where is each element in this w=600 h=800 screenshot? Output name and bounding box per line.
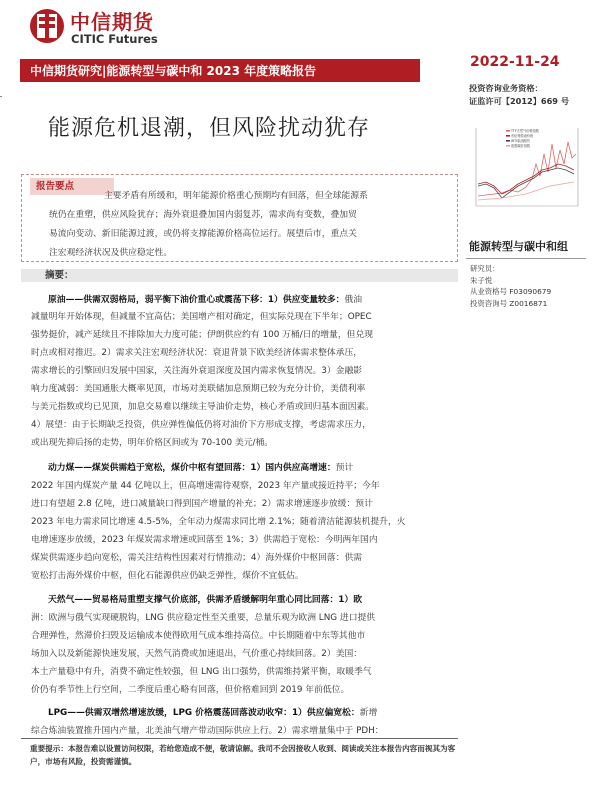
- license-line-2: 证监许可【2012】669 号: [469, 96, 570, 106]
- body-line-text: 与美元指数或均已见顶，加息交易难以继续主导油价走势，核心矛盾或回归基本面因素。: [31, 402, 375, 412]
- brand-name-cn: 中信期货: [70, 10, 154, 34]
- key-point-line: 统仍在重塑，供应风险犹存；海外衰退叠加国内弱复苏，需求尚有变数，叠加贸: [49, 210, 357, 220]
- body-line: [31, 550, 362, 563]
- analyst-name: 朱子悦: [470, 275, 493, 285]
- body-line: [31, 610, 375, 623]
- body-line: [31, 514, 406, 527]
- report-series-banner: 中信期货研究|能源转型与碳中和 2023 年度策略报告: [20, 60, 420, 82]
- body-line: [31, 682, 349, 695]
- body-line: [48, 460, 353, 473]
- key-point-line: 易流向变动、新旧能源过渡，或仍将支撑能源价格高位运行。展望后市，重点关: [49, 229, 357, 239]
- consulting-number: 投资咨询号 Z0016871: [470, 298, 548, 308]
- thumb-legend-1: TTF天然气价格指数: [511, 129, 539, 133]
- disclaimer-rule: [21, 738, 458, 739]
- body-line-text: 2022 年国内煤炭产量 44 亿吨以上，但高增速需待观察，2023 年产量或接近持平；今年: [31, 481, 380, 491]
- body-line-text: 时点或相对推迟。2）需求关注宏观经济状况：衰退背景下欧美经济体需求整体承压，: [31, 348, 363, 358]
- sidebar-rule: [466, 258, 586, 259]
- body-line: [31, 363, 362, 376]
- thumb-legend-3: WTI原油期货: [511, 139, 530, 143]
- disclaimer-line: 户，市场有风险，投资需谨慎。: [30, 757, 137, 766]
- body-line: [31, 345, 362, 358]
- body-line-text: 电增速逐步放缓，2023 年煤炭需求增速或回落至 1%；3）供需趋于宽松：今明两年国内: [31, 535, 378, 545]
- body-line-heading: 原油——供需双弱格局，弱平衡下油价重心或震荡下移：1）供应变量较多：: [48, 295, 345, 305]
- summary-label: 摘要：: [45, 270, 74, 281]
- body-line-text: 煤炭供需逐步趋向宽松，需关注结构性因素对行情推动；4）海外煤价中枢回落：供需: [31, 553, 363, 563]
- body-line-text: 需求增长的引擎回归发展中国家，关注海外衰退深度及国内需求恢复情况。3）金融影: [31, 366, 363, 376]
- thumb-legend-2: 布伦特原油价格: [511, 134, 534, 138]
- body-line-text: 洲：欧洲与俄气实现硬脱钩，LNG 供应稳定性至关重要，总量乐观为欧洲 LNG 进口提供: [31, 613, 376, 623]
- body-line: [31, 435, 273, 448]
- body-line-text: 宽松打击海外煤价中枢，但化石能源供应仍缺乏弹性，煤价不宜低估。: [31, 571, 304, 581]
- license-line-1: 投资咨询业务资格：: [469, 83, 543, 93]
- body-line-text: 俄油: [344, 295, 363, 305]
- research-group-name: 能源转型与碳中和组: [469, 240, 568, 253]
- price-thumbnail-chart: [466, 124, 586, 216]
- body-line-text: 响力度减弱：美国通胀大概率见顶，市场对美联储加息预期已较为充分计价，美债利率: [31, 384, 366, 394]
- body-line: [31, 327, 373, 340]
- body-line: [31, 496, 373, 509]
- body-line-text: 或出现先抑后扬的走势，明年价格区间或为 70-100 美元/桶。: [31, 438, 274, 448]
- citic-logo-icon: [29, 8, 65, 44]
- body-line-text: 价仍有季节性上行空间，二季度后重心略有回落，但价格难回到 2019 年前低位。: [31, 685, 350, 695]
- disclaimer-line: 重要提示：本报告难以设置访问权限，若给您造成不便，敬请谅解。我司不会因接收人收到、阅读或关注本报告内容而视其为客: [30, 744, 456, 753]
- body-line-text: 场加入以及新能源快速发展，天然气消费或加速退出，气价重心持续回落。2）美国：: [31, 649, 363, 659]
- body-line: [31, 417, 371, 430]
- key-points-badge: 报告要点: [30, 178, 114, 195]
- summary-header-bar: [21, 269, 458, 282]
- body-line: [48, 592, 362, 605]
- body-line-text: 预计: [335, 463, 354, 473]
- qualification-number: 从业资格号 F03090679: [470, 287, 552, 296]
- body-line-text: 减量明年开始体现，但减量不宜高估；美国增产相对确定，但实际兑现在下半年；OPEC: [31, 312, 372, 322]
- body-line-text: 强势挺价，减产延续且不排除加大力度可能；伊朗供应约有 100 万桶/日的增量，但兑现: [31, 330, 374, 340]
- body-line-text: 合理弹性，然滞价扫毁及运输成本使得欧用气成本维持高位。中长期随着中东等其他市: [31, 631, 366, 641]
- analyst-info: [470, 263, 551, 309]
- key-point-line: 注宏观经济状况及供应稳定性。: [49, 248, 173, 258]
- body-line-text: 新增: [359, 708, 378, 718]
- body-line-heading: 动力煤——煤炭供需趋于宽松，煤价中枢有望回落：1）国内供应高增速：: [48, 463, 336, 473]
- body-line: [31, 568, 304, 581]
- body-line: [31, 628, 365, 641]
- body-line-text: 2023 年电力需求同比增速 4.5-5%，全年动力煤需求同比增 2.1%；随着清洁能源装机提升，火: [31, 517, 406, 527]
- body-line: [31, 532, 378, 545]
- body-line-text: 进口有望超 2.8 亿吨，进口减量缺口得到国产增量的补充；2）需求增速逐步放缓：预计: [31, 499, 373, 509]
- thumb-legend-4: 欧盟碳价指数: [511, 144, 531, 148]
- body-line: [31, 723, 384, 736]
- key-point-line: 主要矛盾有所缓和，明年能源价格重心预期均有回落，但全球能源系: [104, 191, 368, 201]
- body-line-text: 综合炼油装置推升国内产量，北美油气增产带动国际供应上行。2）需求增量集中于 PDH：: [31, 726, 384, 736]
- report-date: 2022-11-24: [470, 54, 560, 70]
- body-line-text: 本土产量稳中有升，消费不确定性较强，但 LNG 出口强势，供需维持紧平衡，取暖季气: [31, 667, 372, 677]
- body-line: [31, 399, 374, 412]
- body-line-heading: 天然气——贸易格局重塑支撑气价底部，供需矛盾缓解明年重心同比回落：1）欧: [48, 595, 363, 605]
- body-line: [31, 309, 372, 322]
- body-line-heading: LPG——供需双增然增速放缓，LPG 价格震荡回落波动收窄：1）供应偏宽松：: [48, 708, 360, 718]
- body-line: [48, 705, 377, 718]
- analyst-label: 研究员：: [470, 264, 500, 273]
- body-line: [48, 292, 362, 305]
- body-line: [31, 478, 380, 491]
- body-line: [31, 664, 372, 677]
- body-line-text: 4）展望：由于长期缺乏投资，供应弹性偏低仍将对油价下方形成支撑，考虑需求压力，: [31, 420, 371, 430]
- license-info: [469, 82, 569, 108]
- page-title: 能源危机退潮，但风险扰动犹存: [48, 116, 371, 141]
- left-margin-mark: [0, 96, 2, 97]
- brand-name-en: CITIC Futures: [71, 32, 158, 46]
- body-line: [31, 646, 362, 659]
- body-line: [31, 381, 365, 394]
